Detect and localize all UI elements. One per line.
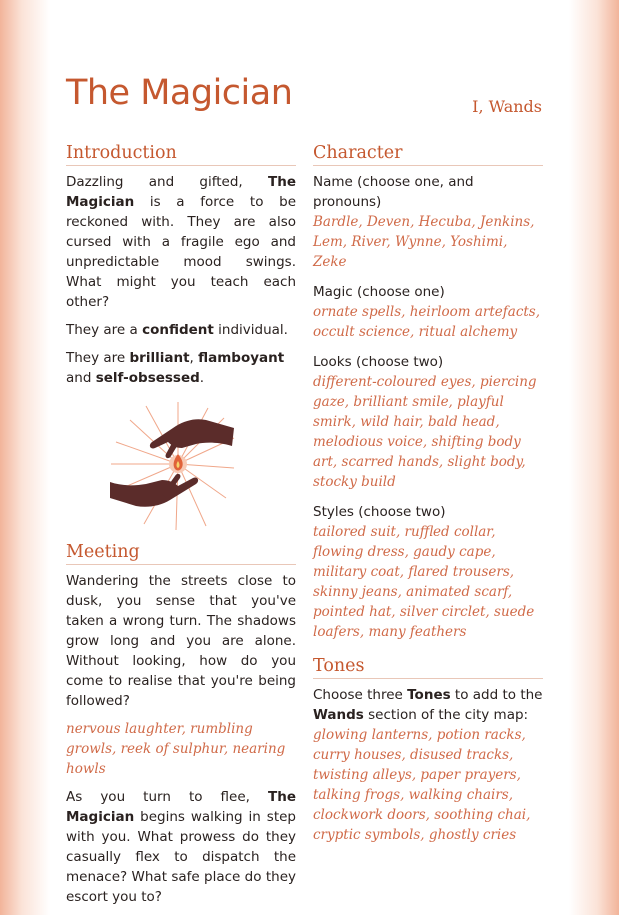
page-title: The Magician [66, 73, 293, 113]
meeting-options: nervous laughter, rumbling growls, reek of sulphur, nearing howls [66, 721, 286, 777]
tones-section [313, 656, 543, 845]
tones-text-end: section of the city map: [363, 707, 529, 723]
looks-label-text: Looks [313, 354, 352, 370]
meeting-paragraph: Wandering the streets close to dusk, you sense that you've taken a wrong turn. The shadows grow long and you are alone. Without looking, how do you come to realise that you're being followed? [66, 573, 296, 709]
magician-name: The Magician [66, 789, 296, 825]
styles-label [313, 502, 543, 522]
trait-brilliant: brilliant [129, 350, 190, 366]
name-label-text: Name [313, 174, 353, 190]
introduction-paragraph [66, 172, 296, 312]
tones-keyword: Tones [407, 687, 451, 703]
styles-label-text: Styles [313, 504, 354, 520]
magic-label-text: Magic [313, 284, 353, 300]
name-options: Bardle, Deven, Hecuba, Jenkins, Lem, River, Wynne, Yoshimi, Zeke [313, 214, 535, 270]
magic-options: ornate spells, heirloom artefacts, occult science, ritual alchemy [313, 304, 541, 340]
introduction-heading: Introduction [66, 143, 296, 166]
wands-keyword: Wands [313, 707, 364, 723]
looks-label [313, 352, 543, 372]
tones-instructions [313, 685, 543, 725]
traits-text: They are [66, 350, 130, 366]
left-column [66, 143, 296, 915]
name-block [313, 172, 543, 272]
tones-text: Choose three [313, 687, 408, 703]
looks-options: different-coloured eyes, piercing gaze, brilliant smile, playful smirk, wild hair, bald head, melodious voice, shifting body art, scarred hands, slight body, stocky build [313, 374, 537, 490]
hands-flame-illustration [106, 402, 236, 530]
tones-heading: Tones [313, 656, 543, 679]
traits-period: . [199, 370, 205, 386]
styles-hint: (choose two) [353, 504, 446, 520]
confidence-text-end: individual. [213, 322, 288, 338]
trait-flamboyant: flamboyant [198, 350, 285, 366]
confidence-paragraph [66, 320, 296, 340]
character-section [313, 143, 543, 642]
traits-comma: , [189, 350, 199, 366]
meeting-followup-text: As you turn to flee, [66, 789, 269, 805]
card-subtitle: I, Wands [472, 97, 542, 116]
right-column [313, 143, 543, 853]
traits-paragraph [66, 348, 296, 388]
meeting-followup-text-cont: begins walking in step with you. What prowess do they casually flex to dispatch the menace? What safe place do they escort you to? [66, 809, 296, 905]
magician-name: The Magician [66, 174, 296, 210]
magic-hint: (choose one) [352, 284, 445, 300]
meeting-section [66, 542, 296, 907]
magic-label [313, 282, 543, 302]
meeting-heading: Meeting [66, 542, 296, 565]
lower-hand-icon [110, 478, 198, 507]
character-heading: Character [313, 143, 543, 166]
confidence-text: They are a [66, 322, 143, 338]
traits-and: and [66, 370, 96, 386]
looks-block [313, 352, 543, 492]
tones-options: glowing lanterns, potion racks, curry houses, disused tracks, twisting alleys, paper prayers, talking frogs, walking chairs, clockwork doors, soothing chai, cryptic symbols, ghostly cries [313, 727, 531, 843]
looks-hint: (choose two) [351, 354, 444, 370]
name-hint: (choose one, and pronouns) [313, 174, 474, 210]
magic-block [313, 282, 543, 342]
trait-confident: confident [142, 322, 214, 338]
styles-block [313, 502, 543, 642]
styles-options: tailored suit, ruffled collar, flowing dress, gaudy cape, military coat, flared trousers, skinny jeans, animated scarf, pointed hat, silver circlet, suede loafers, many feathers [313, 524, 535, 640]
intro-text: Dazzling and gifted, [66, 174, 269, 190]
name-label [313, 172, 543, 212]
meeting-followup-paragraph [66, 787, 296, 907]
trait-self-obsessed: self-obsessed [95, 370, 200, 386]
introduction-section [66, 143, 296, 388]
intro-text-cont: is a force to be reckoned with. They are also cursed with a fragile ego and unpredictable mood swings. What might you teach each other? [66, 194, 296, 310]
tones-text-mid: to add to the [450, 687, 543, 703]
